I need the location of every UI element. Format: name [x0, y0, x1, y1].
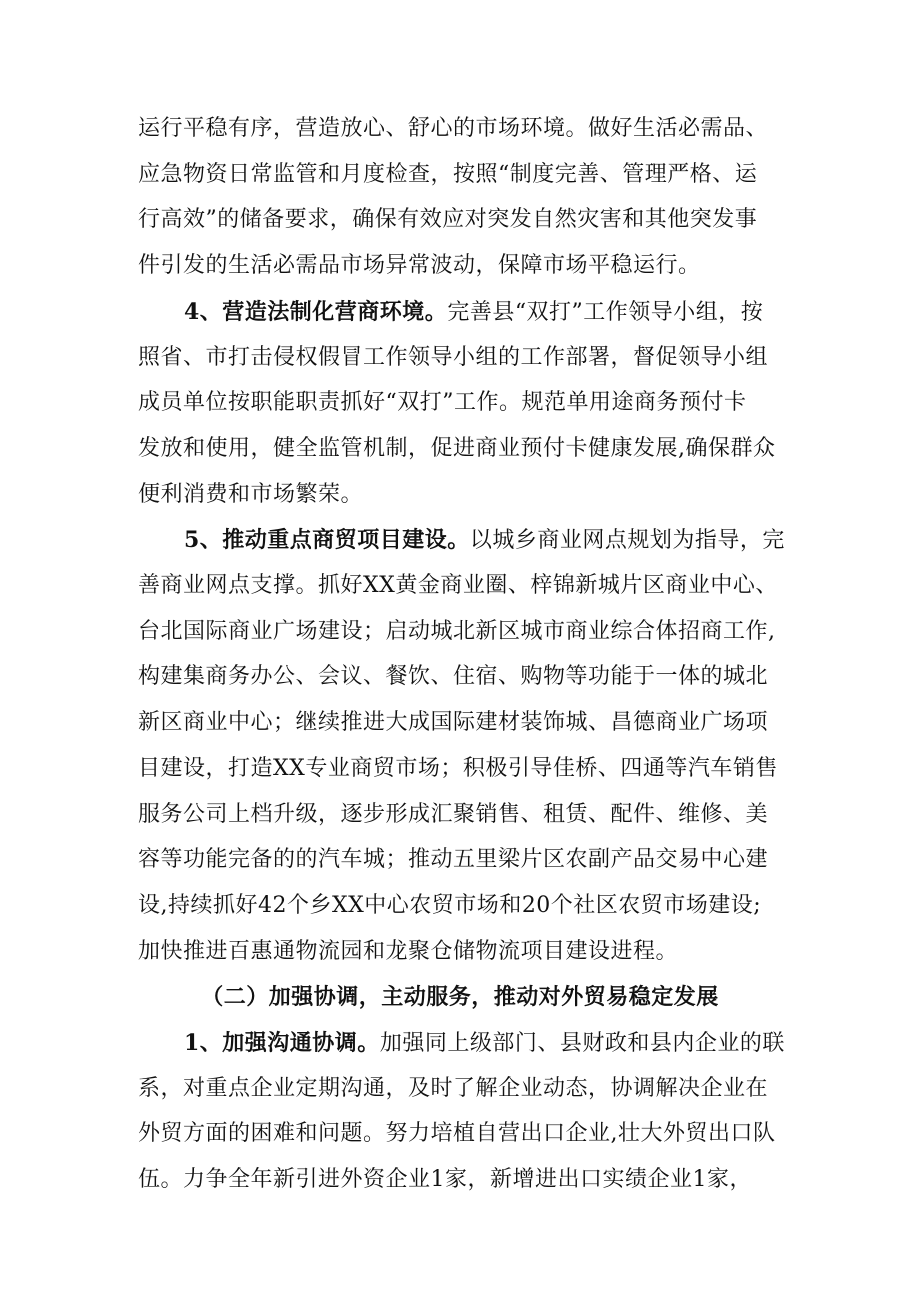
body-text: 系，对重点企业定期沟通，及时了解企业动态，协调解决企业在 — [138, 1076, 769, 1101]
heading-text: 5、推动重点商贸项目建设。 — [184, 527, 470, 553]
body-text: 伍。力争全年新引进外资企业1家，新增进出口实绩企业1家， — [138, 1167, 752, 1192]
body-text: 新区商业中心；继续推进大成国际建材装饰城、昌德商业广场项 — [138, 710, 769, 735]
body-text: 加强同上级部门、县财政和县内企业的联 — [379, 1031, 785, 1056]
body-text: 容等功能完备的的汽车城；推动五里梁片区农副产品交易中心建 — [138, 847, 769, 872]
text-line — [138, 388, 792, 418]
text-line — [138, 1165, 792, 1195]
body-text: 成员单位按职能职责抓好“双打”工作。规范单用途商务预付卡 — [138, 390, 747, 415]
heading-text: 4、营造法制化营商环境。 — [184, 299, 448, 325]
text-line — [138, 114, 792, 144]
text-line — [138, 251, 792, 281]
body-text: 设,持续抓好42个乡XX中心农贸市场和20个社区农贸市场建设; — [138, 893, 762, 918]
text-line — [138, 343, 792, 373]
text-line — [138, 708, 792, 738]
text-line — [138, 937, 792, 967]
text-line — [184, 297, 792, 328]
body-text: 件引发的生活必需品市场异常波动，保障市场平稳运行。 — [138, 253, 701, 278]
body-text: 应急物资日常监管和月度检查，按照“制度完善、管理严格、运 — [138, 162, 758, 187]
text-line — [184, 525, 792, 556]
text-line — [138, 800, 792, 830]
heading-text: 1、加强沟通协调。 — [184, 1030, 380, 1056]
body-text: 构建集商务办公、会议、餐饮、住宿、购物等功能于一体的城北 — [138, 664, 769, 689]
text-line — [138, 434, 792, 464]
body-text: 以城乡商业网点规划为指导，完 — [469, 528, 785, 553]
body-text: 目建设，打造XX专业商贸市场；积极引导佳桥、四通等汽车销售 — [138, 756, 778, 781]
text-line — [138, 1074, 792, 1104]
body-text: 服务公司上档升级，逐步形成汇聚销售、租赁、配件、维修、美 — [138, 802, 769, 827]
body-text: 台北国际商业广场建设；启动城北新区城市商业综合体招商工作, — [138, 619, 776, 644]
text-line — [138, 571, 792, 601]
text-line — [138, 480, 792, 510]
body-text: 完善县“双打”工作领导小组，按 — [447, 300, 764, 325]
text-line — [138, 160, 792, 190]
text-line — [138, 845, 792, 875]
text-line — [138, 754, 792, 784]
heading-text: （二）加强协调，主动服务，推动对外贸易稳定发展 — [201, 984, 719, 1010]
text-line — [138, 617, 792, 647]
body-text: 外贸方面的困难和问题。努力培植自营出口企业,壮大外贸出口队 — [138, 1121, 776, 1146]
body-text: 照省、市打击侵权假冒工作领导小组的工作部署，督促领导小组 — [138, 345, 769, 370]
section-heading — [0, 982, 920, 1012]
body-text: 发放和使用，健全监管机制，促进商业预付卡健康发展,确保群众 — [138, 436, 776, 461]
text-line — [138, 1119, 792, 1149]
body-text: 便利消费和市场繁荣。 — [138, 482, 364, 507]
body-text: 善商业网点支撑。抓好XX黄金商业圈、梓锦新城片区商业中心、 — [138, 573, 778, 598]
body-text: 加快推进百惠通物流园和龙聚仓储物流项目建设进程。 — [138, 939, 679, 964]
text-line — [138, 205, 792, 235]
text-line — [138, 662, 792, 692]
text-line — [184, 1028, 792, 1059]
text-line — [138, 891, 792, 921]
body-text: 行高效”的储备要求，确保有效应对突发自然灾害和其他突发事 — [138, 207, 758, 232]
body-text: 运行平稳有序，营造放心、舒心的市场环境。做好生活必需品、 — [138, 116, 769, 141]
